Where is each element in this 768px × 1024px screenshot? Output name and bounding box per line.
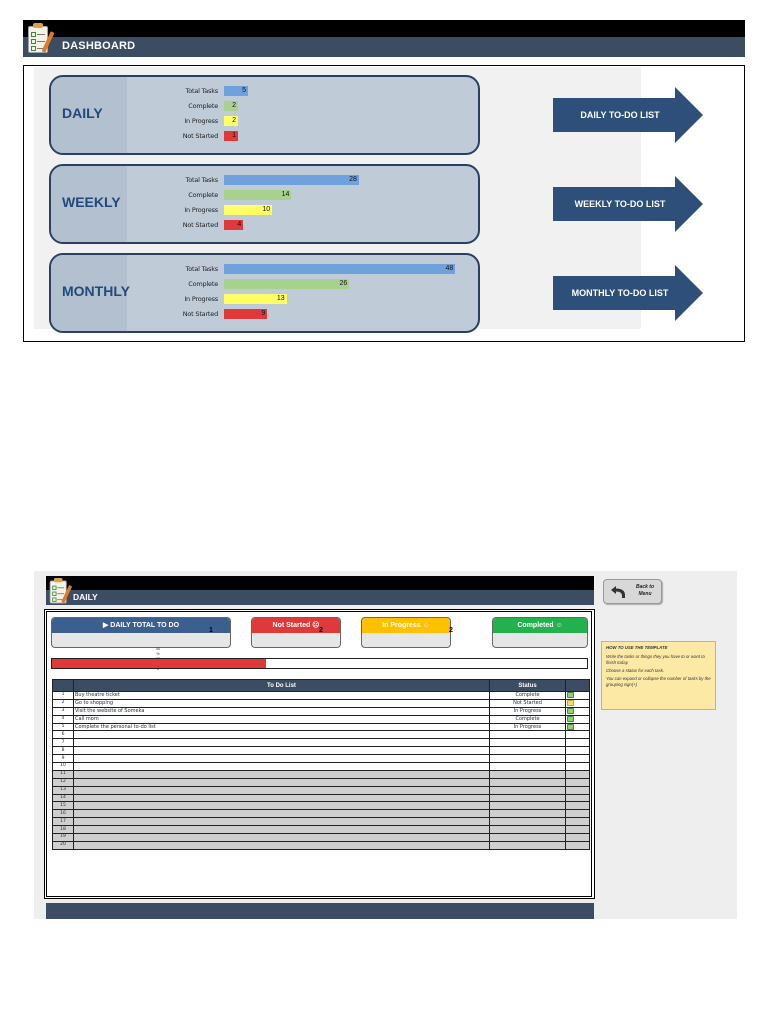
period-name: MONTHLY bbox=[62, 283, 130, 299]
daily-title: DAILY bbox=[73, 592, 98, 602]
bar-row-in-progress bbox=[51, 116, 478, 127]
bar-label: Total Tasks bbox=[185, 265, 218, 273]
bar-value-label: 48 bbox=[445, 265, 454, 272]
bar-label: Not Started bbox=[182, 310, 218, 318]
task-cell[interactable] bbox=[74, 810, 490, 818]
in-progress-value: 2 bbox=[449, 627, 453, 634]
status-cell[interactable] bbox=[490, 818, 566, 826]
period-panel-daily bbox=[49, 75, 480, 155]
status-icon-cell bbox=[566, 715, 590, 723]
status-icon-cell bbox=[566, 770, 590, 778]
task-cell[interactable] bbox=[74, 770, 490, 778]
status-cell[interactable] bbox=[490, 802, 566, 810]
bar-row-not-started bbox=[51, 131, 478, 142]
status-icon-cell bbox=[566, 818, 590, 826]
pending-icon bbox=[567, 700, 574, 706]
status-icon-cell bbox=[566, 786, 590, 794]
table-row bbox=[53, 692, 590, 700]
task-cell[interactable] bbox=[74, 826, 490, 834]
status-cell[interactable] bbox=[490, 826, 566, 834]
task-cell[interactable] bbox=[74, 755, 490, 763]
task-cell[interactable] bbox=[74, 794, 490, 802]
table-row bbox=[53, 770, 590, 778]
table-row bbox=[53, 755, 590, 763]
bar-complete bbox=[224, 101, 238, 111]
todo-list-button-label: WEEKLY TO-DO LIST bbox=[574, 199, 666, 209]
status-icon-cell bbox=[566, 778, 590, 786]
check-icon bbox=[567, 692, 574, 698]
bar-value-label: 5 bbox=[242, 87, 247, 94]
table-row bbox=[53, 731, 590, 739]
task-number: 5 bbox=[53, 723, 74, 731]
status-icon-cell bbox=[566, 834, 590, 842]
completion-progress-bar bbox=[51, 658, 588, 669]
task-number: 11 bbox=[53, 770, 74, 778]
bar-row-total bbox=[51, 175, 478, 186]
daily-total-label: ▶ DAILY TOTAL TO DO bbox=[52, 618, 230, 633]
status-cell[interactable] bbox=[490, 786, 566, 794]
bar-label: Complete bbox=[188, 191, 218, 199]
todo-header-num bbox=[53, 680, 74, 692]
bar-label: Total Tasks bbox=[185, 87, 218, 95]
bar-value-label: 14 bbox=[281, 191, 290, 198]
bar-value-label: 28 bbox=[349, 176, 357, 183]
table-row bbox=[53, 699, 590, 707]
daily-total-value: 1 bbox=[209, 627, 213, 634]
status-cell[interactable]: Complete bbox=[490, 715, 566, 723]
how-to-line: Write the tasks or things they you have to or want to finish today. bbox=[606, 654, 705, 665]
bar-value-label: 13 bbox=[276, 295, 285, 302]
table-row bbox=[53, 794, 590, 802]
status-icon-cell bbox=[566, 755, 590, 763]
bar-total bbox=[224, 86, 248, 96]
check-icon bbox=[567, 724, 574, 730]
task-cell[interactable] bbox=[74, 841, 490, 849]
status-cell[interactable] bbox=[490, 739, 566, 747]
status-cell[interactable]: In Progress bbox=[490, 723, 566, 731]
status-cell[interactable] bbox=[490, 747, 566, 755]
status-cell[interactable] bbox=[490, 731, 566, 739]
bar-row-total bbox=[51, 264, 478, 275]
status-icon-cell bbox=[566, 707, 590, 715]
daily-top-bar bbox=[46, 576, 594, 590]
task-number: 17 bbox=[53, 818, 74, 826]
task-number: 9 bbox=[53, 755, 74, 763]
not-started-label: Not Started ☹ bbox=[252, 618, 340, 633]
table-row bbox=[53, 747, 590, 755]
back-to-menu-button[interactable] bbox=[603, 579, 662, 604]
bar-complete bbox=[224, 190, 291, 200]
check-icon bbox=[567, 716, 574, 722]
daily-title-bar bbox=[46, 590, 594, 605]
back-to-menu-label: Back to Menu bbox=[635, 584, 655, 597]
bar-label: Not Started bbox=[182, 132, 218, 140]
task-cell[interactable] bbox=[74, 802, 490, 810]
status-icon-cell bbox=[566, 699, 590, 707]
monthly-todo-list-button[interactable] bbox=[553, 265, 703, 321]
bar-in-progress bbox=[224, 294, 287, 304]
bar-label: In Progress bbox=[184, 295, 218, 303]
bar-row-complete bbox=[51, 190, 478, 201]
todo-list-button-label: MONTHLY TO-DO LIST bbox=[571, 288, 669, 298]
status-cell[interactable]: Complete bbox=[490, 692, 566, 700]
bar-row-not-started bbox=[51, 220, 478, 231]
mini-axis-tick: % bbox=[156, 651, 160, 656]
task-cell[interactable]: Visit the website of Someka bbox=[74, 707, 490, 715]
dashboard-top-bar bbox=[23, 20, 745, 37]
table-row bbox=[53, 826, 590, 834]
task-cell[interactable]: Buy theatre ticket bbox=[74, 692, 490, 700]
status-icon-cell bbox=[566, 747, 590, 755]
bar-value-label: 2 bbox=[232, 117, 236, 124]
bar-not-started bbox=[224, 131, 238, 141]
weekly-todo-list-button[interactable] bbox=[553, 176, 703, 232]
table-row bbox=[53, 723, 590, 731]
task-cell[interactable] bbox=[74, 731, 490, 739]
task-cell[interactable] bbox=[74, 778, 490, 786]
completion-progress-fill bbox=[52, 659, 266, 668]
bar-value-label: 9 bbox=[261, 310, 266, 317]
not-started-card bbox=[251, 617, 341, 648]
task-number: 20 bbox=[53, 841, 74, 849]
status-cell[interactable] bbox=[490, 770, 566, 778]
table-row bbox=[53, 802, 590, 810]
bar-total bbox=[224, 175, 359, 185]
table-row bbox=[53, 834, 590, 842]
bar-not-started bbox=[224, 220, 243, 230]
how-to-line: You can expand or collapse the number of tasks by the grouping sign(+) bbox=[606, 676, 711, 687]
status-cell[interactable]: Not Started bbox=[490, 699, 566, 707]
task-cell[interactable]: Complete the personal to-do list bbox=[74, 723, 490, 731]
task-cell[interactable] bbox=[74, 786, 490, 794]
checklist-logo-icon bbox=[48, 578, 74, 605]
task-cell[interactable] bbox=[74, 739, 490, 747]
status-icon-cell bbox=[566, 763, 590, 771]
how-to-title: HOW TO USE THE TEMPLATE bbox=[606, 645, 668, 650]
bar-value-label: 1 bbox=[232, 132, 236, 139]
bar-label: Complete bbox=[188, 280, 218, 288]
todo-header-status: Status bbox=[490, 680, 566, 692]
task-cell[interactable] bbox=[74, 763, 490, 771]
task-number: 3 bbox=[53, 707, 74, 715]
task-number: 19 bbox=[53, 834, 74, 842]
task-number: 8 bbox=[53, 747, 74, 755]
in-progress-label: In Progress ☺ bbox=[362, 618, 450, 633]
bar-value-label: 2 bbox=[232, 102, 236, 109]
table-row bbox=[53, 715, 590, 723]
table-row bbox=[53, 841, 590, 849]
bar-in-progress bbox=[224, 116, 238, 126]
bar-in-progress bbox=[224, 205, 272, 215]
completed-label: Completed ☺ bbox=[493, 618, 587, 633]
table-row bbox=[53, 810, 590, 818]
status-icon-cell bbox=[566, 841, 590, 849]
todo-table bbox=[52, 679, 590, 850]
table-row bbox=[53, 763, 590, 771]
task-number: 13 bbox=[53, 786, 74, 794]
todo-header-icon bbox=[566, 680, 590, 692]
bar-value-label: 4 bbox=[237, 221, 242, 228]
status-icon-cell bbox=[566, 810, 590, 818]
status-cell[interactable] bbox=[490, 810, 566, 818]
task-cell[interactable]: Go to shopping bbox=[74, 699, 490, 707]
task-number: 6 bbox=[53, 731, 74, 739]
task-number: 1 bbox=[53, 692, 74, 700]
bar-label: In Progress bbox=[184, 117, 218, 125]
period-panel-weekly bbox=[49, 164, 480, 244]
todo-header-task: To Do List bbox=[74, 680, 490, 692]
bar-row-complete bbox=[51, 279, 478, 290]
bar-value-label: 26 bbox=[339, 280, 348, 287]
task-number: 2 bbox=[53, 699, 74, 707]
status-cell[interactable] bbox=[490, 778, 566, 786]
task-cell[interactable] bbox=[74, 818, 490, 826]
bar-label: In Progress bbox=[184, 206, 218, 214]
bar-row-not-started bbox=[51, 309, 478, 320]
period-panel-monthly bbox=[49, 253, 480, 333]
task-number: 12 bbox=[53, 778, 74, 786]
bar-label: Not Started bbox=[182, 221, 218, 229]
table-row bbox=[53, 739, 590, 747]
period-name: WEEKLY bbox=[62, 194, 121, 210]
status-icon-cell bbox=[566, 802, 590, 810]
checklist-logo-icon bbox=[26, 23, 56, 55]
bar-row-in-progress bbox=[51, 294, 478, 305]
bar-not-started bbox=[224, 309, 267, 319]
bar-total bbox=[224, 264, 455, 274]
task-number: 10 bbox=[53, 763, 74, 771]
status-icon-cell bbox=[566, 692, 590, 700]
bar-value-label: 10 bbox=[262, 206, 271, 213]
table-row bbox=[53, 786, 590, 794]
period-name: DAILY bbox=[62, 105, 103, 121]
task-number: 16 bbox=[53, 810, 74, 818]
how-to-line: Choose a status for each task. bbox=[606, 668, 665, 673]
status-icon-cell bbox=[566, 794, 590, 802]
status-cell[interactable] bbox=[490, 763, 566, 771]
task-number: 14 bbox=[53, 794, 74, 802]
task-number: 18 bbox=[53, 826, 74, 834]
table-row bbox=[53, 707, 590, 715]
back-arrow-icon bbox=[609, 584, 627, 600]
status-cell[interactable] bbox=[490, 794, 566, 802]
table-row bbox=[53, 818, 590, 826]
status-cell[interactable] bbox=[490, 841, 566, 849]
status-icon-cell bbox=[566, 731, 590, 739]
completed-card bbox=[492, 617, 588, 648]
bar-row-complete bbox=[51, 101, 478, 112]
status-icon-cell bbox=[566, 739, 590, 747]
not-started-value: 2 bbox=[319, 627, 323, 634]
bar-row-total bbox=[51, 86, 478, 97]
table-row bbox=[53, 778, 590, 786]
bar-label: Complete bbox=[188, 102, 218, 110]
task-number: 15 bbox=[53, 802, 74, 810]
task-cell[interactable]: Call mom bbox=[74, 715, 490, 723]
bar-complete bbox=[224, 279, 349, 289]
task-number: 4 bbox=[53, 715, 74, 723]
status-cell[interactable]: In Progress bbox=[490, 707, 566, 715]
status-cell[interactable] bbox=[490, 755, 566, 763]
dashboard-title: DASHBOARD bbox=[62, 40, 136, 52]
mini-axis-tick: 40 bbox=[155, 646, 161, 651]
task-cell[interactable] bbox=[74, 834, 490, 842]
status-cell[interactable] bbox=[490, 834, 566, 842]
task-number: 7 bbox=[53, 739, 74, 747]
check-icon bbox=[567, 708, 574, 714]
task-cell[interactable] bbox=[74, 747, 490, 755]
status-icon-cell bbox=[566, 723, 590, 731]
in-progress-card bbox=[361, 617, 451, 648]
status-icon-cell bbox=[566, 826, 590, 834]
daily-todo-list-button[interactable] bbox=[553, 87, 703, 143]
todo-list-button-label: DAILY TO-DO LIST bbox=[580, 110, 660, 120]
daily-total-card bbox=[51, 617, 231, 648]
how-to-note bbox=[601, 641, 716, 710]
bar-label: Total Tasks bbox=[185, 176, 218, 184]
daily-footer-bar bbox=[46, 903, 594, 919]
bar-row-in-progress bbox=[51, 205, 478, 216]
